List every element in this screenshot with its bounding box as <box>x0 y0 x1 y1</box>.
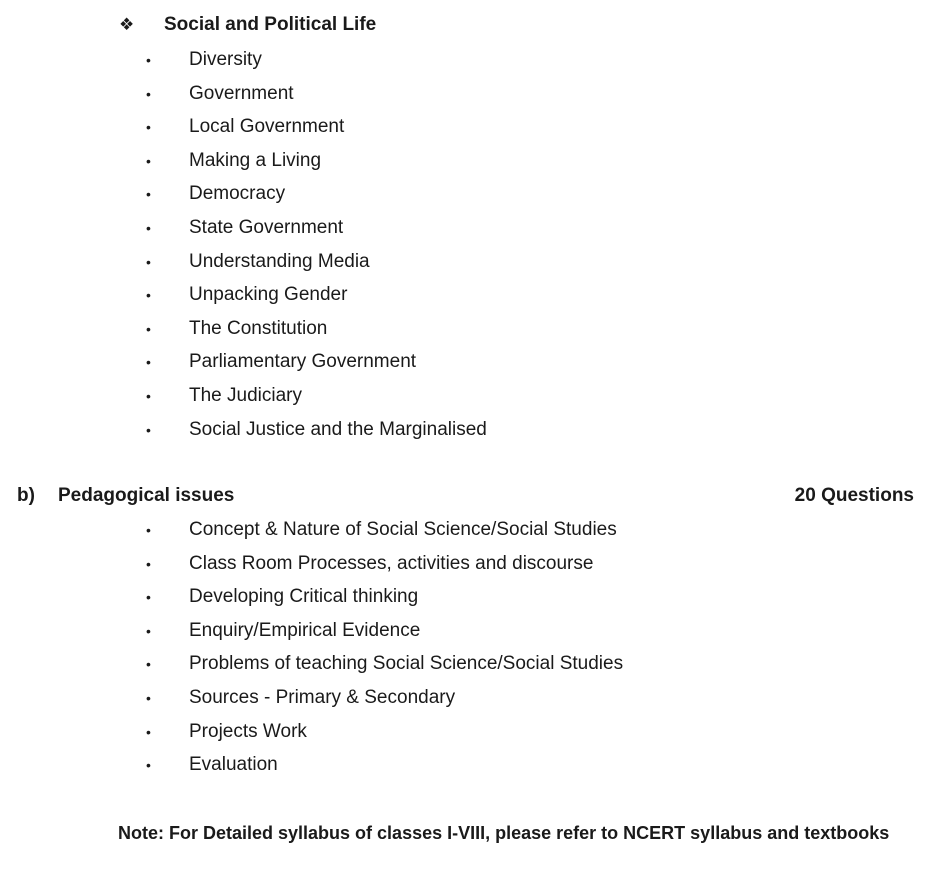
list-item <box>0 115 946 149</box>
syllabus-note: Note: For Detailed syllabus of classes I-VIII, please refer to NCERT syllabus and textbooks <box>118 823 890 843</box>
issue-label: Evaluation <box>189 754 278 776</box>
bullet-icon: • <box>146 387 151 404</box>
list-item <box>0 418 946 452</box>
list-item <box>0 753 946 787</box>
topic-label: Diversity <box>189 49 262 70</box>
pedagogical-issues-list <box>0 518 946 787</box>
bullet-icon: • <box>146 52 151 68</box>
topic-label: State Government <box>189 216 344 238</box>
bullet-icon: • <box>146 656 151 673</box>
list-item <box>0 720 946 754</box>
bullet-icon: • <box>146 555 151 572</box>
topic-label: The Judiciary <box>189 384 302 406</box>
topic-label: The Constitution <box>189 317 328 339</box>
bullet-icon: • <box>146 723 151 740</box>
topic-label: Local Government <box>189 116 345 138</box>
bullet-icon: • <box>146 85 151 102</box>
list-item <box>0 518 946 552</box>
list-item <box>0 652 946 686</box>
bullet-icon: • <box>146 757 151 774</box>
list-item <box>0 619 946 653</box>
bullet-icon: • <box>146 320 151 337</box>
topic-label: Unpacking Gender <box>189 284 348 306</box>
bullet-icon: • <box>146 421 151 438</box>
issue-label: Enquiry/Empirical Evidence <box>189 619 421 641</box>
topic-label: Making a Living <box>189 149 322 171</box>
issue-label: Class Room Processes, activities and discourse <box>189 552 594 574</box>
list-item <box>0 82 946 116</box>
list-item <box>0 182 946 216</box>
topic-label: Parliamentary Government <box>189 351 417 373</box>
topic-label: Democracy <box>189 183 286 205</box>
bullet-icon: • <box>146 622 151 639</box>
list-item <box>0 552 946 586</box>
issue-label: Concept & Nature of Social Science/Social Studies <box>189 519 617 540</box>
subsection-title: Pedagogical issues <box>58 485 235 506</box>
bullet-icon: • <box>146 689 151 706</box>
issue-label: Developing Critical thinking <box>189 586 419 608</box>
section-marker-icon: ❖ <box>119 15 135 34</box>
issue-label: Projects Work <box>189 720 307 742</box>
list-item <box>0 384 946 418</box>
bullet-icon: • <box>146 287 151 304</box>
section-title: Social and Political Life <box>164 14 377 35</box>
issue-label: Sources - Primary & Secondary <box>189 686 456 708</box>
topic-label: Government <box>189 82 294 104</box>
subsection-letter: b) <box>17 485 35 506</box>
bullet-icon: • <box>146 354 151 371</box>
list-item <box>0 250 946 284</box>
list-item <box>0 686 946 720</box>
question-count: 20 Questions <box>794 485 914 506</box>
topic-label: Social Justice and the Marginalised <box>189 418 487 440</box>
list-item <box>0 317 946 351</box>
topic-label: Understanding Media <box>189 250 370 272</box>
issue-label: Problems of teaching Social Science/Social Studies <box>189 653 624 675</box>
bullet-icon: • <box>146 253 151 270</box>
list-item <box>0 585 946 619</box>
bullet-icon: • <box>146 186 151 203</box>
bullet-icon: • <box>146 522 151 538</box>
list-item <box>0 216 946 250</box>
list-item <box>0 48 946 82</box>
bullet-icon: • <box>146 152 151 169</box>
list-item <box>0 149 946 183</box>
list-item <box>0 283 946 317</box>
list-item <box>0 350 946 384</box>
bullet-icon: • <box>146 589 151 606</box>
bullet-icon: • <box>146 219 151 236</box>
bullet-icon: • <box>146 119 151 136</box>
social-political-topic-list <box>0 48 946 451</box>
